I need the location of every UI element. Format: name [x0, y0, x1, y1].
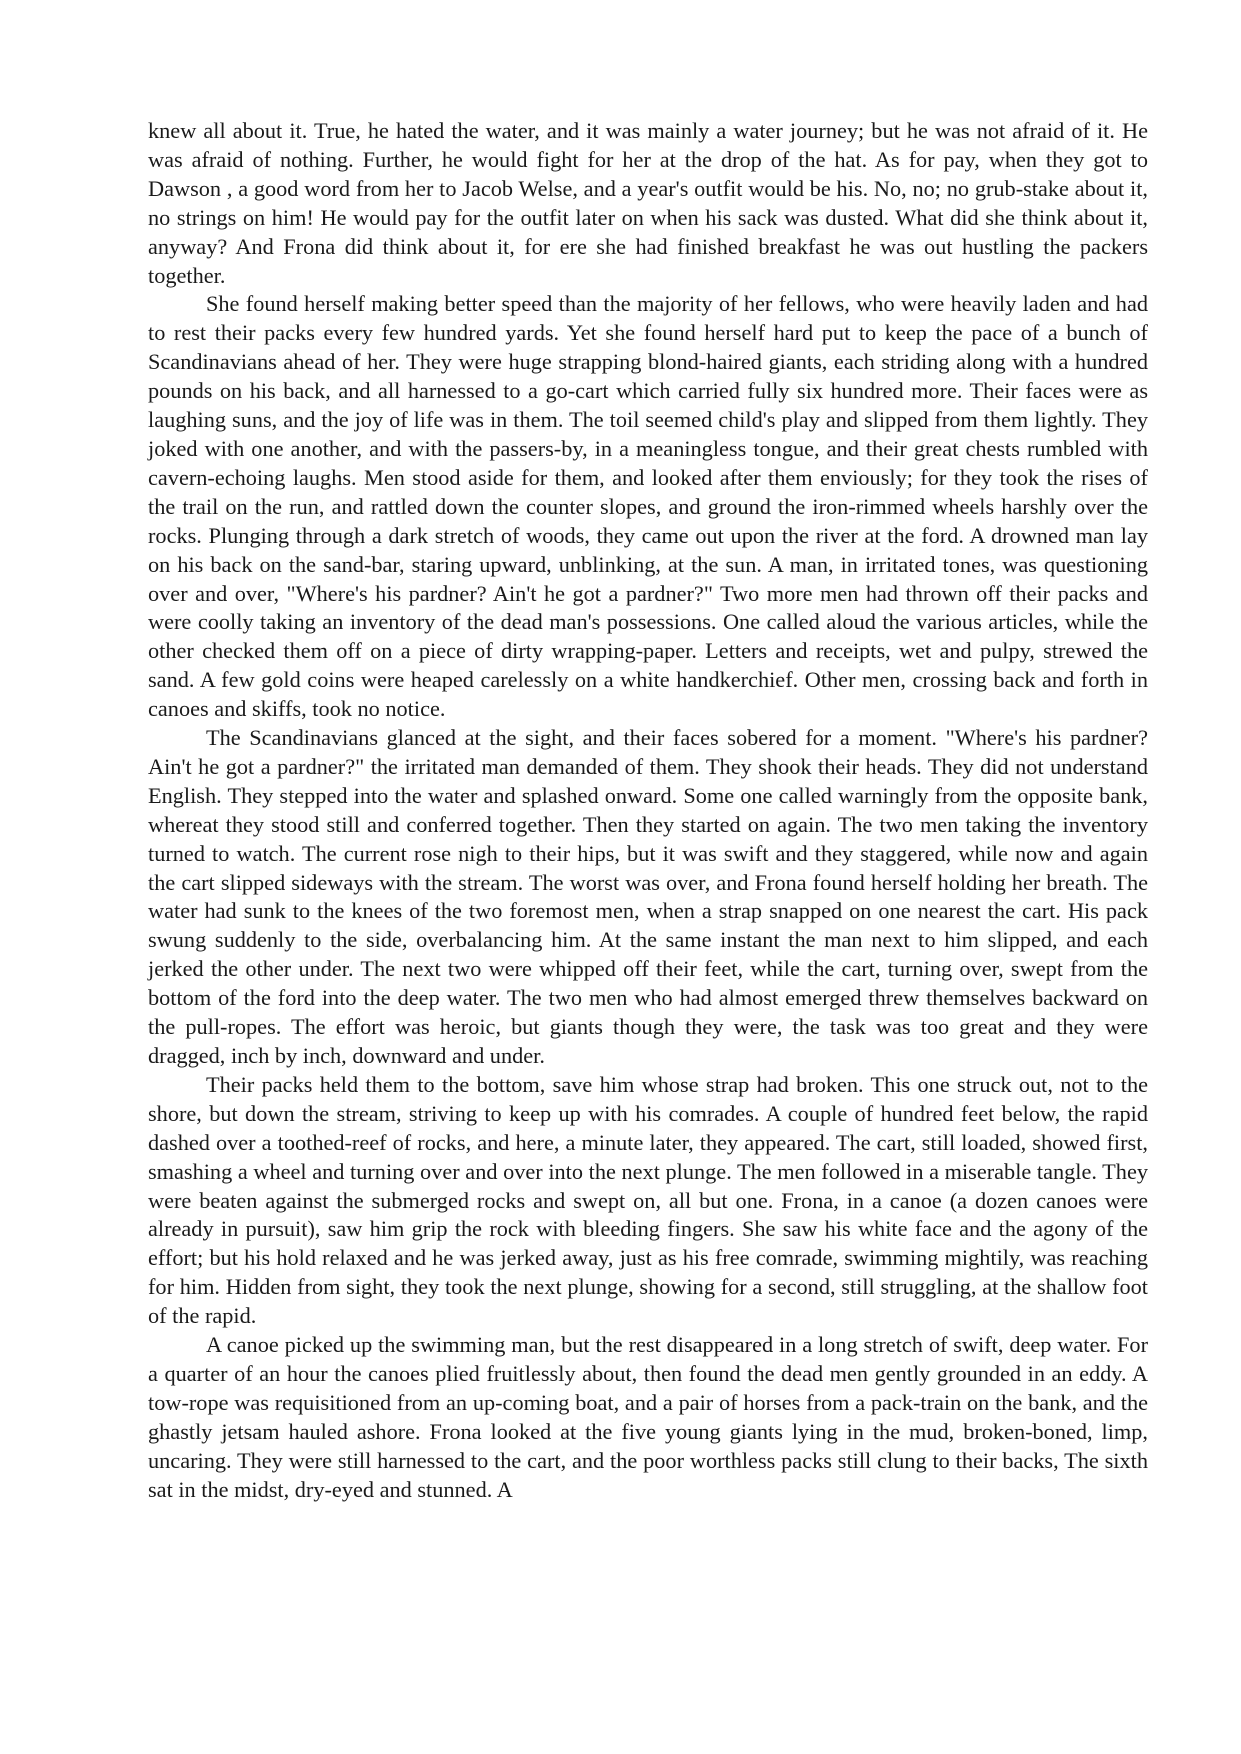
paragraph-4: Their packs held them to the bottom, save him whose strap had broken. This one struck out, not to the shore, but down the stream, striving to keep up with his comrades. A couple of hundred feet below, the rapid dashed over a toothed-reef of rocks, and here, a minute later, they appeared. The cart, still loaded, showed first, smashing a wheel and turning over and over into the next plunge. The men followed in a miserable tangle. They were beaten against the submerged rocks and swept on, all but one. Frona, in a canoe (a dozen canoes were already in pursuit), saw him grip the rock with bleeding fingers. She saw his white face and the agony of the effort; but his hold relaxed and he was jerked away, just as his free comrade, swimming mightily, was reaching for him. Hidden from sight, they took the next plunge, showing for a second, still struggling, at the shallow foot of the rapid. — [148, 1071, 1148, 1329]
paragraph-3: The Scandinavians glanced at the sight, and their faces sobered for a moment. "Where's his pardner? Ain't he got a pardner?" the irritated man demanded of them. They shook their heads. They did not understand English. They stepped into the water and splashed onward. Some one called warningly from the opposite bank, whereat they stood still and conferred together. Then they started on again. The two men taking the inventory turned to watch. The current rose nigh to their hips, but it was swift and they staggered, while now and again the cart slipped sideways with the stream. The worst was over, and Frona found herself holding her breath. The water had sunk to the knees of the two foremost men, when a strap snapped on one nearest the cart. His pack swung suddenly to the side, overbalancing him. At the same instant the man next to him slipped, and each jerked the other under. The next two were whipped off their feet, while the cart, turning over, swept from the bottom of the ford into the deep water. The two men who had almost emerged threw themselves backward on the pull-ropes. The effort was heroic, but giants though they were, the task was too great and they were dragged, inch by inch, downward and under. — [148, 725, 1148, 1068]
paragraph-1: knew all about it. True, he hated the water, and it was mainly a water journey; but he was not afraid of it. He was afraid of nothing. Further, he would fight for her at the drop of the hat. As for pay, when they got to Dawson , a good word from her to Jacob Welse, and a year's outfit would be his. No, no; no grub-stake about it, no strings on him! He would pay for the outfit later on when his sack was dusted. What did she think about it, anyway? And Frona did think about it, for ere she had finished breakfast he was out hustling the packers together. — [148, 118, 1148, 288]
page-body — [148, 117, 1148, 1505]
paragraph-2: She found herself making better speed than the majority of her fellows, who were heavily laden and had to rest their packs every few hundred yards. Yet she found herself hard put to keep the pace of a bunch of Scandinavians ahead of her. They were huge strapping blond-haired giants, each striding along with a hundred pounds on his back, and all harnessed to a go-cart which carried fully six hundred more. Their faces were as laughing suns, and the joy of life was in them. The toil seemed child's play and slipped from them lightly. They joked with one another, and with the passers-by, in a meaningless tongue, and their great chests rumbled with cavern-echoing laughs. Men stood aside for them, and looked after them enviously; for they took the rises of the trail on the run, and rattled down the counter slopes, and ground the iron-rimmed wheels harshly over the rocks. Plunging through a dark stretch of woods, they came out upon the river at the ford. A drowned man lay on his back on the sand-bar, staring upward, unblinking, at the sun. A man, in irritated tones, was questioning over and over, "Where's his pardner? Ain't he got a pardner?" Two more men had thrown off their packs and were coolly taking an inventory of the dead man's possessions. One called aloud the various articles, while the other checked them off on a piece of dirty wrapping-paper. Letters and receipts, wet and pulpy, strewed the sand. A few gold coins were heaped carelessly on a white handkerchief. Other men, crossing back and forth in canoes and skiffs, took no notice. — [148, 291, 1148, 722]
paragraph-5: A canoe picked up the swimming man, but the rest disappeared in a long stretch of swift, deep water. For a quarter of an hour the canoes plied fruitlessly about, then found the dead men gently grounded in an eddy. A tow-rope was requisitioned from an up-coming boat, and a pair of horses from a pack-train on the bank, and the ghastly jetsam hauled ashore. Frona looked at the five young giants lying in the mud, broken-boned, limp, uncaring. They were still harnessed to the cart, and the poor worthless packs still clung to their backs, The sixth sat in the midst, dry-eyed and stunned. A — [148, 1332, 1148, 1502]
